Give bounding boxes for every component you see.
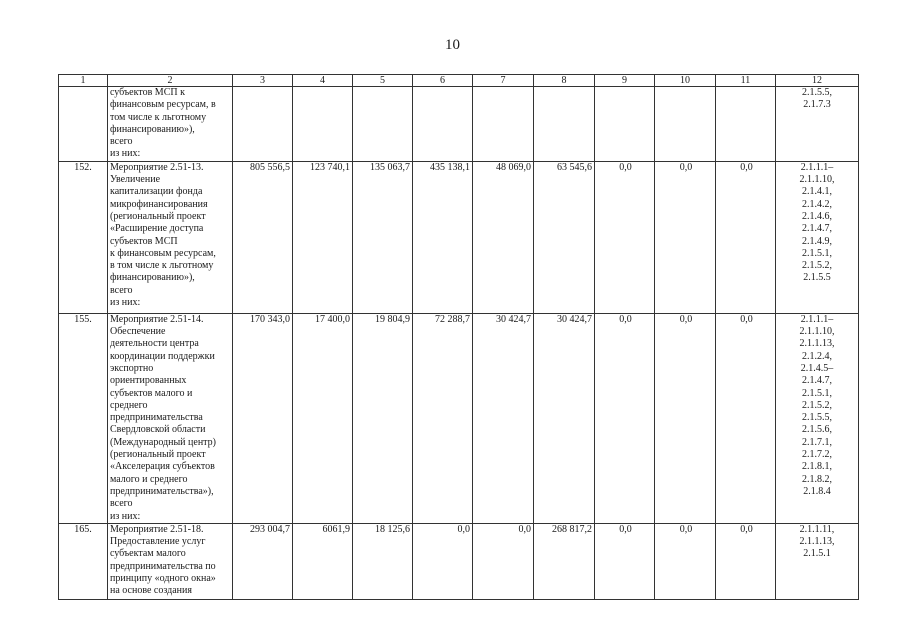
activity-name-line: Предоставление услуг [110,536,206,548]
amount-cell: 63 545,6 [534,161,595,313]
target-code-line: 2.1.2.4, [802,350,832,362]
target-code-line: 2.1.1.1– [800,313,834,325]
activity-name-line: финансовым ресурсам, в [110,99,216,111]
amount-cell: 17 400,0 [293,313,353,523]
amount-cell [413,87,473,162]
column-number-row [59,75,859,87]
target-code-line: 2.1.8.4 [803,485,831,497]
column-header: 2 [108,75,233,87]
activity-name-line: микрофинансирования [110,198,208,210]
amount-cell [353,87,413,162]
amount-cell: 0,0 [655,161,716,313]
target-code-line: 2.1.4.2, [802,198,832,210]
amount-cell: 72 288,7 [413,313,473,523]
target-codes-cell [776,523,859,599]
activity-name-line: из них: [110,297,141,309]
activity-name-line: деятельности центра [110,338,199,350]
amount-cell: 0,0 [655,523,716,599]
column-header: 8 [534,75,595,87]
column-header: 1 [59,75,108,87]
amount-cell: 805 556,5 [233,161,293,313]
target-code-line: 2.1.7.2, [802,449,832,461]
column-header: 10 [655,75,716,87]
amount-cell [293,87,353,162]
target-code-line: 2.1.5.5, [802,87,832,98]
activity-name-line: малого и среднего [110,473,188,485]
amount-cell [233,87,293,162]
amount-cell: 30 424,7 [534,313,595,523]
target-codes-cell [776,161,859,313]
activity-name-cell [108,313,233,523]
amount-cell: 0,0 [473,523,534,599]
amount-cell: 0,0 [716,161,776,313]
amount-cell: 435 138,1 [413,161,473,313]
target-code-line: 2.1.4.1, [802,186,832,198]
activity-name-line: координации поддержки [110,350,215,362]
target-code-line: 2.1.4.6, [802,210,832,222]
amount-cell [655,87,716,162]
activity-name-line: финансированию»), [110,272,195,284]
target-code-line: 2.1.5.2, [802,260,832,272]
amount-cell: 170 343,0 [233,313,293,523]
activity-name-line: среднего [110,399,148,411]
activity-name-line: всего [110,498,133,510]
column-header: 11 [716,75,776,87]
activity-name-line: «Акселерация субъектов [110,461,215,473]
activity-name-cell [108,87,233,162]
target-codes-cell [776,87,859,162]
amount-cell: 0,0 [655,313,716,523]
target-code-line: 2.1.5.1 [803,548,831,560]
target-code-line: 2.1.4.9, [802,235,832,247]
activity-name-line: экспортно [110,362,154,374]
activity-name-line: (региональный проект [110,210,206,222]
column-header: 6 [413,75,473,87]
activity-name-line: Увеличение [110,174,161,186]
row-number-cell: 165. [59,523,108,599]
activity-name-line: Обеспечение [110,326,166,338]
activity-name-cell [108,161,233,313]
activity-name-line: финансированию»), [110,123,195,135]
column-header: 5 [353,75,413,87]
activity-name-line: всего [110,284,133,296]
target-code-line: 2.1.4.7, [802,375,832,387]
amount-cell [595,87,655,162]
amount-cell: 268 817,2 [534,523,595,599]
activity-name-line: всего [110,136,133,148]
amount-cell: 0,0 [595,161,655,313]
target-code-line: 2.1.5.1, [802,387,832,399]
target-code-line: 2.1.5.5 [803,272,831,284]
activity-name-line: из них: [110,148,141,160]
target-code-line: 2.1.8.2, [802,473,832,485]
target-code-line: 2.1.5.2, [802,399,832,411]
target-code-line: 2.1.1.13, [799,338,835,350]
activity-name-line: том числе к льготному [110,111,207,123]
target-codes-cell [776,313,859,523]
page-number: 10 [445,37,460,53]
activity-name-cell [108,523,233,599]
activity-name-line: Свердловской области [110,424,206,436]
column-header: 9 [595,75,655,87]
amount-cell: 30 424,7 [473,313,534,523]
activity-name-line: к финансовым ресурсам, [110,247,216,259]
activity-name-line: принципу «одного окна» [110,573,216,585]
table-row [59,87,859,162]
column-header: 4 [293,75,353,87]
amount-cell: 135 063,7 [353,161,413,313]
row-number-cell: 155. [59,313,108,523]
amount-cell [473,87,534,162]
activity-name-line: «Расширение доступа [110,223,204,235]
activity-name-line: (Международный центр) [110,436,217,448]
target-code-line: 2.1.1.10, [799,326,835,338]
activity-name-line: на основе создания [110,585,192,597]
amount-cell: 0,0 [716,523,776,599]
amount-cell: 0,0 [716,313,776,523]
table-row [59,161,859,313]
target-code-line: 2.1.5.6, [802,424,832,436]
activity-name-line: Мероприятие 2.51-18. [110,523,204,535]
target-code-line: 2.1.4.5– [800,362,834,374]
amount-cell: 0,0 [595,313,655,523]
amount-cell: 6061,9 [293,523,353,599]
activity-name-line: субъектов МСП к [110,87,185,98]
activity-name-line: предпринимательства по [110,560,216,572]
activity-name-line: ориентированных [110,375,187,387]
target-code-line: 2.1.7.1, [802,436,832,448]
target-code-line: 2.1.5.1, [802,247,832,259]
column-header: 12 [776,75,859,87]
activity-name-line: Мероприятие 2.51-13. [110,161,204,173]
activity-name-line: Мероприятие 2.51-14. [110,313,204,325]
activity-name-line: из них: [110,510,141,522]
target-code-line: 2.1.1.11, [799,523,835,535]
amount-cell: 0,0 [413,523,473,599]
activity-name-line: (региональный проект [110,449,206,461]
column-header: 7 [473,75,534,87]
activity-name-line: субъектов малого и [110,387,193,399]
amount-cell: 0,0 [595,523,655,599]
target-code-line: 2.1.7.3 [803,99,831,111]
target-code-line: 2.1.8.1, [802,461,832,473]
amount-cell: 18 125,6 [353,523,413,599]
row-number-cell: 152. [59,161,108,313]
amount-cell: 293 004,7 [233,523,293,599]
target-code-line: 2.1.1.10, [799,174,835,186]
target-code-line: 2.1.1.1– [800,161,834,173]
target-code-line: 2.1.4.7, [802,223,832,235]
activity-name-line: предпринимательства [110,412,203,424]
table-row [59,313,859,523]
amount-cell: 19 804,9 [353,313,413,523]
target-code-line: 2.1.5.5, [802,412,832,424]
amount-cell [716,87,776,162]
program-activities-table [58,74,859,600]
activity-name-line: капитализации фонда [110,186,203,198]
activity-name-line: субъектов МСП [110,235,178,247]
amount-cell: 48 069,0 [473,161,534,313]
column-header: 3 [233,75,293,87]
activity-name-line: в том числе к льготному [110,260,214,272]
row-number-cell [59,87,108,162]
activity-name-line: предпринимательства»), [110,485,214,497]
activity-name-line: субъектам малого [110,548,186,560]
amount-cell [534,87,595,162]
target-code-line: 2.1.1.13, [799,536,835,548]
table-row [59,523,859,599]
amount-cell: 123 740,1 [293,161,353,313]
